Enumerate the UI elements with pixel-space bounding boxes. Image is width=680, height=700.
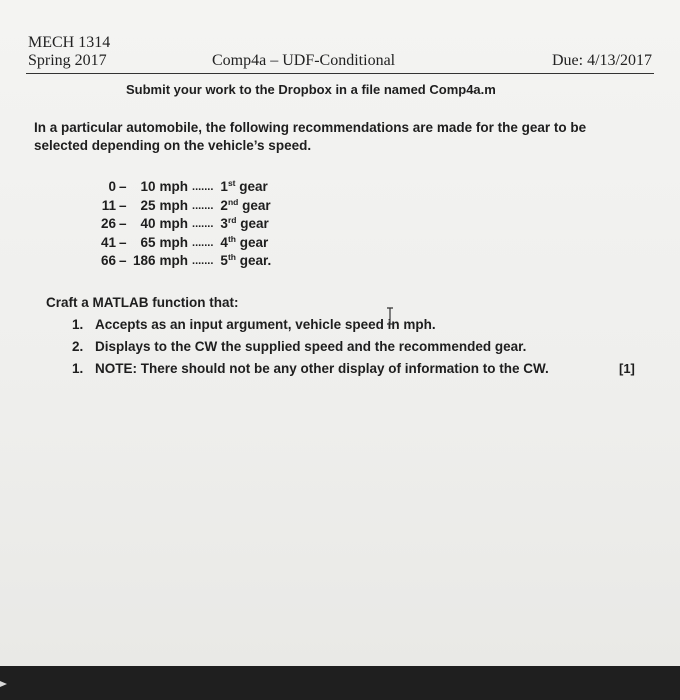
gear-row	[94, 234, 271, 253]
range-dash: –	[119, 179, 127, 194]
speed-unit: mph	[159, 179, 189, 194]
leader-dots: .......	[192, 181, 214, 193]
requirement-number: 2.	[72, 339, 84, 354]
range-dash: –	[119, 253, 127, 269]
due-date: Due: 4/13/2017	[552, 52, 652, 69]
submit-instructions: Submit your work to the Dropbox in a file named Comp4a.m	[126, 82, 496, 97]
gear-word: gear	[239, 234, 269, 250]
gear-suffix: rd	[227, 215, 237, 226]
range-dash: –	[119, 234, 127, 250]
gear-speed-table	[94, 178, 271, 271]
gear-word: gear	[242, 197, 271, 213]
requirement-text: Displays to the CW the supplied speed and the recommended gear.	[95, 339, 527, 354]
points-value: [1]	[619, 361, 635, 376]
speed-low: 41	[100, 234, 116, 250]
assignment-title: Comp4a – UDF-Conditional	[212, 52, 396, 69]
photo-bottom-edge	[0, 666, 680, 700]
gear-suffix: th	[227, 233, 236, 244]
requirement-item	[72, 361, 549, 376]
speed-high: 40	[140, 216, 156, 232]
range-dash: –	[119, 216, 127, 232]
speed-low: 66	[100, 253, 116, 269]
gear-suffix: nd	[227, 196, 239, 207]
gear-word: gear	[240, 216, 269, 232]
speed-high: 186	[132, 253, 156, 269]
gear-number: 4	[220, 234, 228, 250]
gear-label	[220, 215, 271, 234]
requirement-number: 1.	[72, 317, 84, 332]
leader-dots: .......	[192, 218, 214, 231]
gear-number: 1	[220, 179, 228, 194]
speed-high: 25	[140, 197, 156, 213]
leader-dots: .......	[192, 236, 214, 249]
speed-unit: mph	[159, 234, 189, 250]
gear-label	[220, 252, 271, 271]
speed-unit: mph	[159, 197, 189, 213]
leader-dots: .......	[192, 255, 214, 268]
requirement-text: Accepts as an input argument, vehicle speed in mph.	[95, 317, 436, 332]
requirement-item	[72, 339, 526, 354]
course-code: MECH 1314	[28, 34, 111, 51]
range-dash: –	[119, 197, 127, 213]
term: Spring 2017	[28, 52, 107, 69]
gear-label	[220, 197, 271, 216]
header-divider	[26, 73, 654, 74]
gear-row	[94, 252, 271, 271]
task-heading: Craft a MATLAB function that:	[46, 295, 239, 310]
gear-word: gear	[239, 179, 268, 194]
gear-number: 5	[220, 253, 228, 269]
leader-dots: .......	[192, 199, 214, 212]
gear-word: gear.	[239, 253, 272, 269]
speed-high: 10	[140, 179, 156, 194]
speed-low: 0	[108, 179, 116, 194]
speed-high: 65	[140, 234, 156, 250]
intro-line-2: selected depending on the vehicle’s speed.	[34, 138, 312, 153]
speed-low: 26	[100, 216, 116, 232]
gear-suffix: th	[227, 252, 236, 263]
requirement-item	[72, 317, 436, 332]
gear-number: 3	[220, 216, 228, 232]
corner-light-glint	[0, 680, 10, 688]
i-beam-cursor-icon	[386, 307, 394, 325]
speed-unit: mph	[159, 253, 189, 269]
gear-label	[220, 178, 271, 197]
gear-number: 2	[220, 197, 228, 213]
speed-low: 11	[101, 197, 116, 213]
gear-row	[94, 215, 271, 234]
requirement-number: 1.	[72, 361, 84, 376]
gear-suffix: st	[227, 178, 236, 188]
gear-label	[220, 234, 271, 253]
gear-row	[94, 197, 271, 216]
gear-row	[94, 178, 271, 197]
speed-unit: mph	[159, 216, 189, 232]
requirement-text: NOTE: There should not be any other display of information to the CW.	[95, 361, 549, 376]
intro-line-1: In a particular automobile, the following recommendations are made for the gear to be	[34, 120, 587, 135]
